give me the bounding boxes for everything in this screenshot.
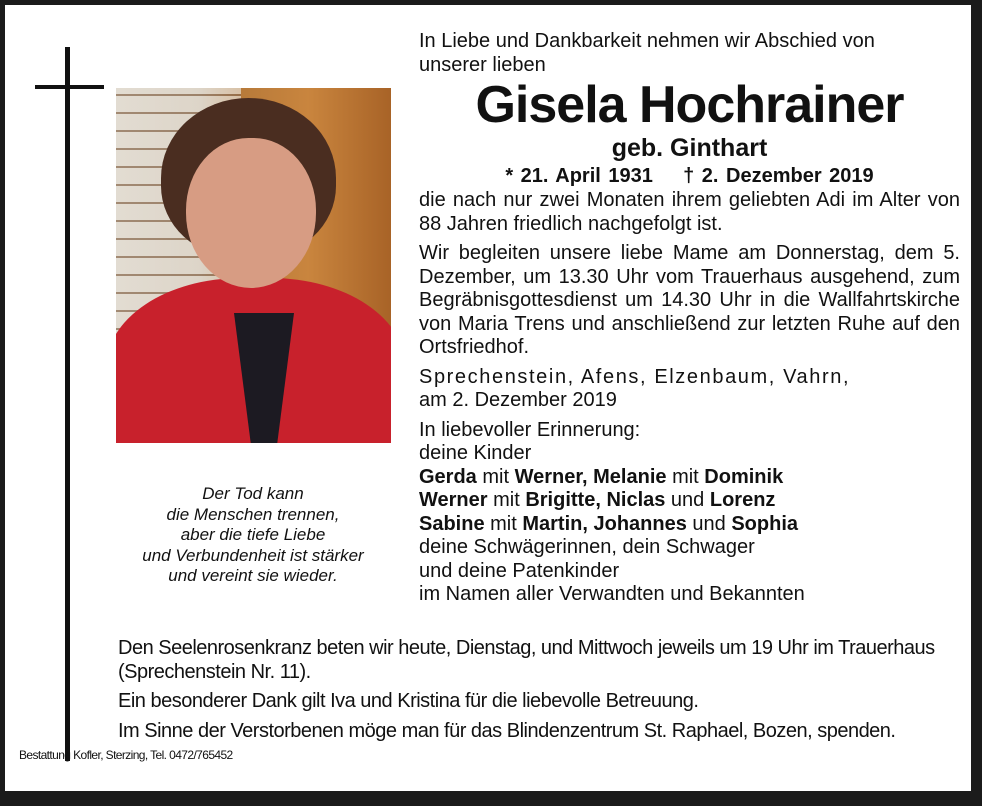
quote-line: und Verbundenheit ist stärker xyxy=(142,545,364,565)
place-date: am 2. Dezember 2019 xyxy=(419,389,617,411)
life-dates xyxy=(419,163,960,189)
quote-line: Der Tod kann xyxy=(202,484,304,503)
relatives-line: im Namen aller Verwandten und Bekannten xyxy=(419,583,805,605)
thanks-text: Ein besonderer Dank gilt Iva und Kristina für die liebevolle Betreuung. xyxy=(118,690,699,712)
deceased-name: Gisela Hochrainer xyxy=(475,76,904,134)
memorial-quote xyxy=(115,484,391,587)
closing-text xyxy=(118,637,968,743)
funeral-home-credit: Bestattung Kofler, Sterzing, Tel. 0472/765452 xyxy=(19,748,233,762)
quote-line: aber die tiefe Liebe xyxy=(180,525,326,544)
birth-date: * 21. April 1931 xyxy=(505,165,653,187)
places: Sprechenstein, Afens, Elzenbaum, Vahrn, xyxy=(419,365,851,388)
donation-text: Im Sinne der Verstorbenen möge man für das Blindenzentrum St. Raphael, Bozen, spenden. xyxy=(118,719,896,742)
children-intro: deine Kinder xyxy=(419,442,532,464)
cross-icon xyxy=(65,47,70,761)
obituary-notice xyxy=(5,5,971,791)
maiden-name: geb. Ginthart xyxy=(611,134,768,162)
quote-line: die Menschen trennen, xyxy=(166,504,340,524)
memory-intro: In liebevoller Erinnerung: xyxy=(419,418,641,441)
family-line: Gerda mit Werner, Melanie mit Dominik xyxy=(419,465,784,488)
main-text xyxy=(419,30,960,607)
family-line: Werner mit Brigitte, Niclas und Lorenz xyxy=(419,489,776,511)
death-date: † 2. Dezember 2019 xyxy=(683,165,874,187)
portrait-photo xyxy=(116,88,391,443)
paragraph-funeral: Wir begleiten unsere liebe Mame am Donnerstag, dem 5. Dezember, um 13.30 Uhr vom Trauerhaus ausgehend, zum Begräbnisgottesdienst um 14.30 Uhr in die Wallfahrtskirche von Maria Trens und anschließend zur letzten Ruhe auf den Ortsfriedhof. xyxy=(419,242,960,358)
rosary-info: Den Seelenrosenkranz beten wir heute, Dienstag, und Mittwoch jeweils um 19 Uhr im Trauerhaus (Sprechenstein Nr. 11). xyxy=(118,637,935,683)
intro-text: In Liebe und Dankbarkeit nehmen wir Abschied von unserer lieben xyxy=(419,30,875,76)
quote-line: und vereint sie wieder. xyxy=(168,566,338,585)
family-line: Sabine mit Martin, Johannes und Sophia xyxy=(419,512,798,535)
cross-icon-bar xyxy=(35,85,104,89)
relatives-line: deine Schwägerinnen, dein Schwager xyxy=(419,536,755,558)
relatives-line: und deine Patenkinder xyxy=(419,559,620,582)
paragraph-passing: die nach nur zwei Monaten ihrem geliebten Adi im Alter von 88 Jahren friedlich nachgefolgt ist. xyxy=(419,189,960,235)
